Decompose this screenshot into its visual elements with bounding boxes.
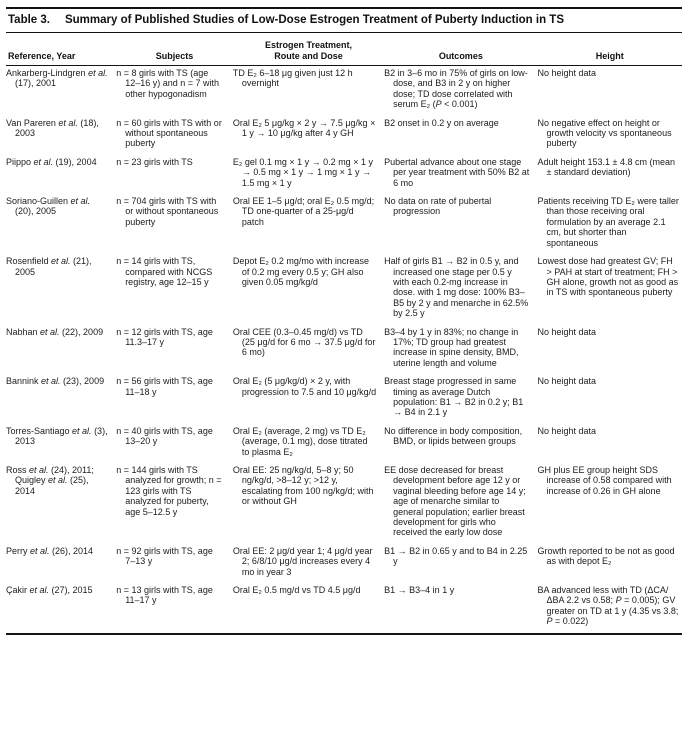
cell-text: n = 12 girls with TS, age 11.3–17 y <box>116 326 213 347</box>
cell-reference <box>6 583 116 634</box>
cell-text: Torres-Santiago et al. (3), 2013 <box>6 425 108 447</box>
cell-subjects <box>116 116 233 155</box>
cell-text: B3–4 by 1 y in 83%; no change in 17%; TD group had greatest increase in spine density, BMD, uterine length and volume <box>384 326 519 368</box>
cell-text: n = 60 girls with TS with or without spontaneous puberty <box>116 117 222 149</box>
cell-reference <box>6 66 116 116</box>
cell-text: B2 in 3–6 mo in 75% of girls on low-dose, and B3 in 2 y on higher dose; TD dose correlated with serum E₂ (P < 0.001) <box>384 68 528 110</box>
cell-reference <box>6 544 116 583</box>
cell-text: No height data <box>537 376 597 387</box>
cell-text: n = 40 girls with TS, age 13–20 y <box>116 425 213 447</box>
cell-text: n = 23 girls with TS <box>116 156 193 167</box>
cell-treatment <box>233 583 384 634</box>
cell-subjects <box>116 194 233 254</box>
cell-text: Rosenfield et al. (21), 2005 <box>6 256 92 277</box>
cell-height <box>538 325 683 375</box>
cell-outcomes <box>384 583 537 634</box>
cell-text: Oral EE: 2 μg/d year 1; 4 μg/d year 2; 6/8/10 μg/d increases every 4 mo in year 3 <box>232 545 373 577</box>
column-header-label: Height <box>595 50 624 61</box>
cell-text: B1 → B3–4 in 1 y <box>384 585 455 596</box>
cell-height <box>538 463 683 544</box>
cell-reference <box>6 463 116 544</box>
column-header-3 <box>384 33 537 66</box>
table-row <box>6 155 682 194</box>
column-header-1 <box>116 33 233 66</box>
cell-subjects <box>116 155 233 194</box>
cell-height <box>538 194 683 254</box>
cell-height <box>538 155 683 194</box>
cell-text: Oral E₂ 0.5 mg/d vs TD 4.5 μg/d <box>232 585 361 596</box>
cell-text: No height data <box>537 326 597 337</box>
cell-subjects <box>116 374 233 424</box>
cell-outcomes <box>384 254 537 324</box>
cell-text: Oral E₂ (average, 2 mg) vs TD E₂ (average, 0.1 mg), dose titrated to plasma E₂ <box>232 425 368 457</box>
table-row <box>6 194 682 254</box>
table-row <box>6 66 682 116</box>
table-row <box>6 116 682 155</box>
cell-subjects <box>116 463 233 544</box>
cell-reference <box>6 254 116 324</box>
column-header-label: Subjects <box>155 50 194 61</box>
cell-text: BA advanced less with TD (ΔCA/ΔBA 2.2 vs 0.58; P = 0.005); GV greater on TD at 1 y (4.35 vs 3.8; P = 0.022) <box>537 585 679 627</box>
cell-text: Growth reported to be not as good as with depot E₂ <box>537 545 675 567</box>
table-row <box>6 325 682 375</box>
cell-text: Oral EE 1–5 μg/d; oral E₂ 0.5 mg/d; TD one-quarter of a 25-μg/d patch <box>232 196 375 227</box>
cell-text: Perry et al. (26), 2014 <box>6 545 94 556</box>
table-row <box>6 583 682 634</box>
cell-text: EE dose decreased for breast development before age 12 y or vaginal bleeding before age 14 y; age of menarche similar to general population; earlier breast development for girls who received the early low dose <box>384 465 526 538</box>
cell-text: Ankarberg-Lindgren et al. (17), 2001 <box>6 68 108 89</box>
cell-treatment <box>233 155 384 194</box>
cell-outcomes <box>384 194 537 254</box>
cell-text: n = 14 girls with TS, compared with NCGS registry, age 12–15 y <box>116 256 213 287</box>
cell-height <box>538 254 683 324</box>
cell-text: TD E₂ 6–18 μg given just 12 h overnight <box>232 68 353 89</box>
cell-text: n = 704 girls with TS with or without spontaneous puberty <box>116 196 219 227</box>
cell-text: Bannink et al. (23), 2009 <box>6 376 105 387</box>
table-row <box>6 463 682 544</box>
table-row <box>6 254 682 324</box>
cell-text: B1 → B2 in 0.65 y and to B4 in 2.25 y <box>384 545 528 567</box>
column-header-label: Reference, Year <box>8 50 76 61</box>
cell-text: Breast stage progressed in same timing as average Dutch population: B1 → B2 in 0.2 y; B1 → B4 in 2.1 y <box>384 376 524 418</box>
cell-text: n = 56 girls with TS, age 11–18 y <box>116 376 213 397</box>
cell-outcomes <box>384 374 537 424</box>
cell-treatment <box>233 254 384 324</box>
cell-height <box>538 583 683 634</box>
cell-text: Soriano-Guillen et al. (20), 2005 <box>6 196 91 217</box>
cell-outcomes <box>384 424 537 463</box>
cell-reference <box>6 155 116 194</box>
cell-text: Half of girls B1 → B2 in 0.5 y, and increased one stage per 0.5 y with each 0.2-mg increase in dose. with 1 mg dose: 100% B3–B5 by 2 y and menarche in 62.5% by 2.5 y <box>384 256 529 319</box>
cell-outcomes <box>384 155 537 194</box>
cell-treatment <box>233 116 384 155</box>
column-header-label: Estrogen Treatment, Route and Dose <box>265 40 353 61</box>
table-title-row <box>6 7 682 32</box>
header-row <box>6 33 682 66</box>
cell-outcomes <box>384 325 537 375</box>
cell-text: Lowest dose had greatest GV; FH > PAH at start of treatment; FH > GH alone, growth not as good as in TS with spontaneous puberty <box>537 256 679 298</box>
cell-height <box>538 544 683 583</box>
cell-subjects <box>116 325 233 375</box>
column-header-0 <box>6 33 116 66</box>
cell-text: Oral CEE (0.3–0.45 mg/d) vs TD (25 μg/d for 6 mo → 37.5 μg/d for 6 mo) <box>232 326 376 358</box>
cell-text: No height data <box>537 68 597 78</box>
cell-height <box>538 374 683 424</box>
cell-reference <box>6 194 116 254</box>
table-label: Table 3. <box>8 14 50 26</box>
cell-treatment <box>233 66 384 116</box>
cell-treatment <box>233 463 384 544</box>
table-body <box>6 66 682 634</box>
cell-text: n = 8 girls with TS (age 12–16 y) and n = 7 with other hypogonadism <box>116 68 220 99</box>
cell-text: E₂ gel 0.1 mg × 1 y → 0.2 mg × 1 y → 0.5 mg × 1 y → 1 mg × 1 y → 1.5 mg × 1 y <box>232 156 373 188</box>
table-title: Summary of Published Studies of Low-Dose Estrogen Treatment of Puberty Induction in TS <box>64 14 564 26</box>
cell-text: Piippo et al. (19), 2004 <box>6 156 97 167</box>
cell-subjects <box>116 544 233 583</box>
cell-height <box>538 424 683 463</box>
cell-treatment <box>233 325 384 375</box>
cell-text: No negative effect on height or growth velocity vs spontaneous puberty <box>537 117 672 149</box>
table-row <box>6 424 682 463</box>
cell-text: No height data <box>537 425 597 436</box>
cell-reference <box>6 325 116 375</box>
cell-text: Pubertal advance about one stage per year treatment with 50% B2 at 6 mo <box>384 156 530 188</box>
cell-text: n = 13 girls with TS, age 11–17 y <box>116 585 213 606</box>
cell-text: No difference in body composition, BMD, or lipids between groups <box>384 425 523 447</box>
cell-treatment <box>233 194 384 254</box>
column-header-label: Outcomes <box>438 50 483 61</box>
cell-text: Çakir et al. (27), 2015 <box>6 585 93 596</box>
column-header-2 <box>233 33 384 66</box>
cell-subjects <box>116 254 233 324</box>
column-header-4 <box>538 33 683 66</box>
cell-height <box>538 116 683 155</box>
cell-text: Depot E₂ 0.2 mg/mo with increase of 0.2 mg every 0.5 y; GH also given 0.05 mg/kg/d <box>232 256 369 287</box>
cell-treatment <box>233 544 384 583</box>
cell-outcomes <box>384 66 537 116</box>
cell-text: Oral E₂ 5 μg/kg × 2 y → 7.5 μg/kg × 1 y → 10 μg/kg after 4 y GH <box>232 117 376 139</box>
cell-outcomes <box>384 116 537 155</box>
cell-text: Nabhan et al. (22), 2009 <box>6 326 104 337</box>
cell-text: n = 144 girls with TS analyzed for growth; n = 123 girls with TS analyzed for puberty, age 5–12.5 y <box>116 465 222 517</box>
cell-subjects <box>116 66 233 116</box>
cell-text: Oral EE: 25 ng/kg/d, 5–8 y; 50 ng/kg/d, >8–12 y; >12 y, escalating from 100 ng/kg/d; with or without GH <box>232 465 374 507</box>
cell-text: Adult height 153.1 ± 4.8 cm (mean ± standard deviation) <box>537 156 676 178</box>
cell-subjects <box>116 583 233 634</box>
cell-outcomes <box>384 463 537 544</box>
cell-text: GH plus EE group height SDS increase of 0.58 compared with increase of 0.26 in GH alone <box>537 465 672 496</box>
cell-reference <box>6 424 116 463</box>
cell-text: Patients receiving TD E₂ were taller than those receiving oral formulation by an average 2.1 cm, but shorter than spontaneous <box>537 196 679 248</box>
cell-height <box>538 66 683 116</box>
cell-treatment <box>233 374 384 424</box>
cell-outcomes <box>384 544 537 583</box>
cell-text: Van Pareren et al. (18), 2003 <box>6 117 99 139</box>
table-header <box>6 33 682 66</box>
cell-treatment <box>233 424 384 463</box>
studies-table <box>6 32 682 635</box>
cell-subjects <box>116 424 233 463</box>
cell-text: No data on rate of pubertal progression <box>384 196 492 217</box>
cell-text: n = 92 girls with TS, age 7–13 y <box>116 545 213 567</box>
table-row <box>6 544 682 583</box>
cell-text: B2 onset in 0.2 y on average <box>384 117 499 128</box>
cell-reference <box>6 116 116 155</box>
cell-reference <box>6 374 116 424</box>
cell-text: Oral E₂ (5 μg/kg/d) × 2 y, with progression to 7.5 and 10 μg/kg/d <box>232 376 377 397</box>
table-row <box>6 374 682 424</box>
cell-text: Ross et al. (24), 2011; Quigley et al. (25), 2014 <box>6 465 94 496</box>
